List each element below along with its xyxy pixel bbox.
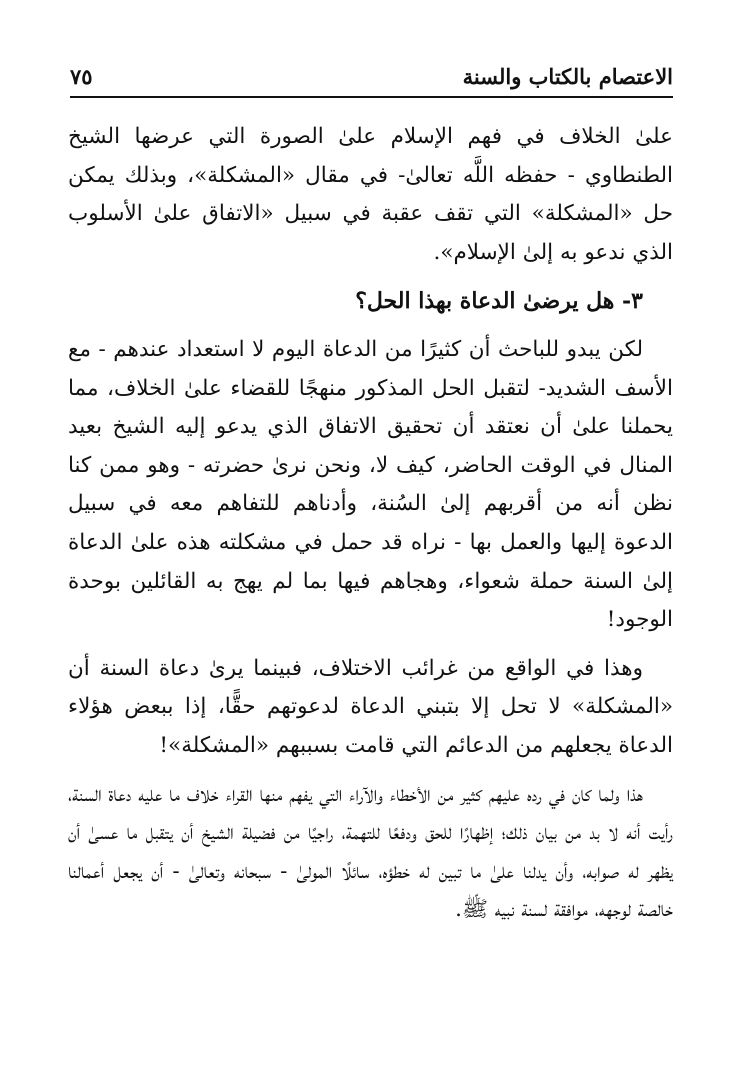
page-header <box>70 62 673 98</box>
running-title: الاعتصام بالكتاب والسنة <box>462 64 673 89</box>
body-text <box>68 118 673 940</box>
page-number: ٧٥ <box>70 64 93 89</box>
paragraph-4: هذا ولما كان في رده عليهم كثير من الأخطاء والآراء التي يفهم منها القراء خلاف ما عليه دعاة السنة، رأيت أنه لا بد من بيان ذلك؛ إظهارًا للحق ودفعًا للتهمة، راجيًا من فضيلة الشيخ أن يتقبل ما عسىٰ أن يظهر له صوابه، وأن يدلنا علىٰ ما تبين له خطؤه، سائلًا المولىٰ - سبحانه وتعالىٰ - أن يجعل أعمالنا خالصة لوجهه، موافقة لسنة نبيه ﷺ. <box>68 781 673 923</box>
section-heading: ٣- هل يرضىٰ الدعاة بهذا الحل؟ <box>355 288 643 315</box>
paragraph-3: وهذا في الواقع من غرائب الاختلاف، فبينما يرىٰ دعاة السنة أن «المشكلة» لا تحل إلا بتبني الدعاة لدعوتهم حقًّا، إذا ببعض هؤلاء الدعاة يجعلهم من الدعائم التي قامت بسببهم «المشكلة»! <box>68 655 673 758</box>
paragraph-2: لكن يبدو للباحث أن كثيرًا من الدعاة اليوم لا استعداد عندهم - مع الأسف الشديد- لتقبل الحل المذكور منهجًا للقضاء علىٰ الخلاف، مما يحملنا علىٰ أن نعتقد أن تحقيق الاتفاق الذي يدعو إليه الشيخ بعيد المنال في الوقت الحاضر، كيف لا، ونحن نرىٰ حضرته - وهو ممن كنا نظن أنه من أقربهم إلىٰ السُنة، وأدناهم للتفاهم معه في سبيل الدعوة إليها والعمل بها - نراه قد حمل في مشكلته هذه علىٰ الدعاة إلىٰ السنة حملة شعواء، وهجاهم فيها بما لم يهج به القائلين بوحدة الوجود! <box>68 336 673 633</box>
paragraph-1: علىٰ الخلاف في فهم الإسلام علىٰ الصورة التي عرضها الشيخ الطنطاوي - حفظه اللَّه تعالىٰ- في مقال «المشكلة»، وبذلك يمكن حل «المشكلة» التي تقف عقبة في سبيل «الاتفاق علىٰ الأسلوب الذي ندعو به إلىٰ الإسلام». <box>68 124 673 265</box>
